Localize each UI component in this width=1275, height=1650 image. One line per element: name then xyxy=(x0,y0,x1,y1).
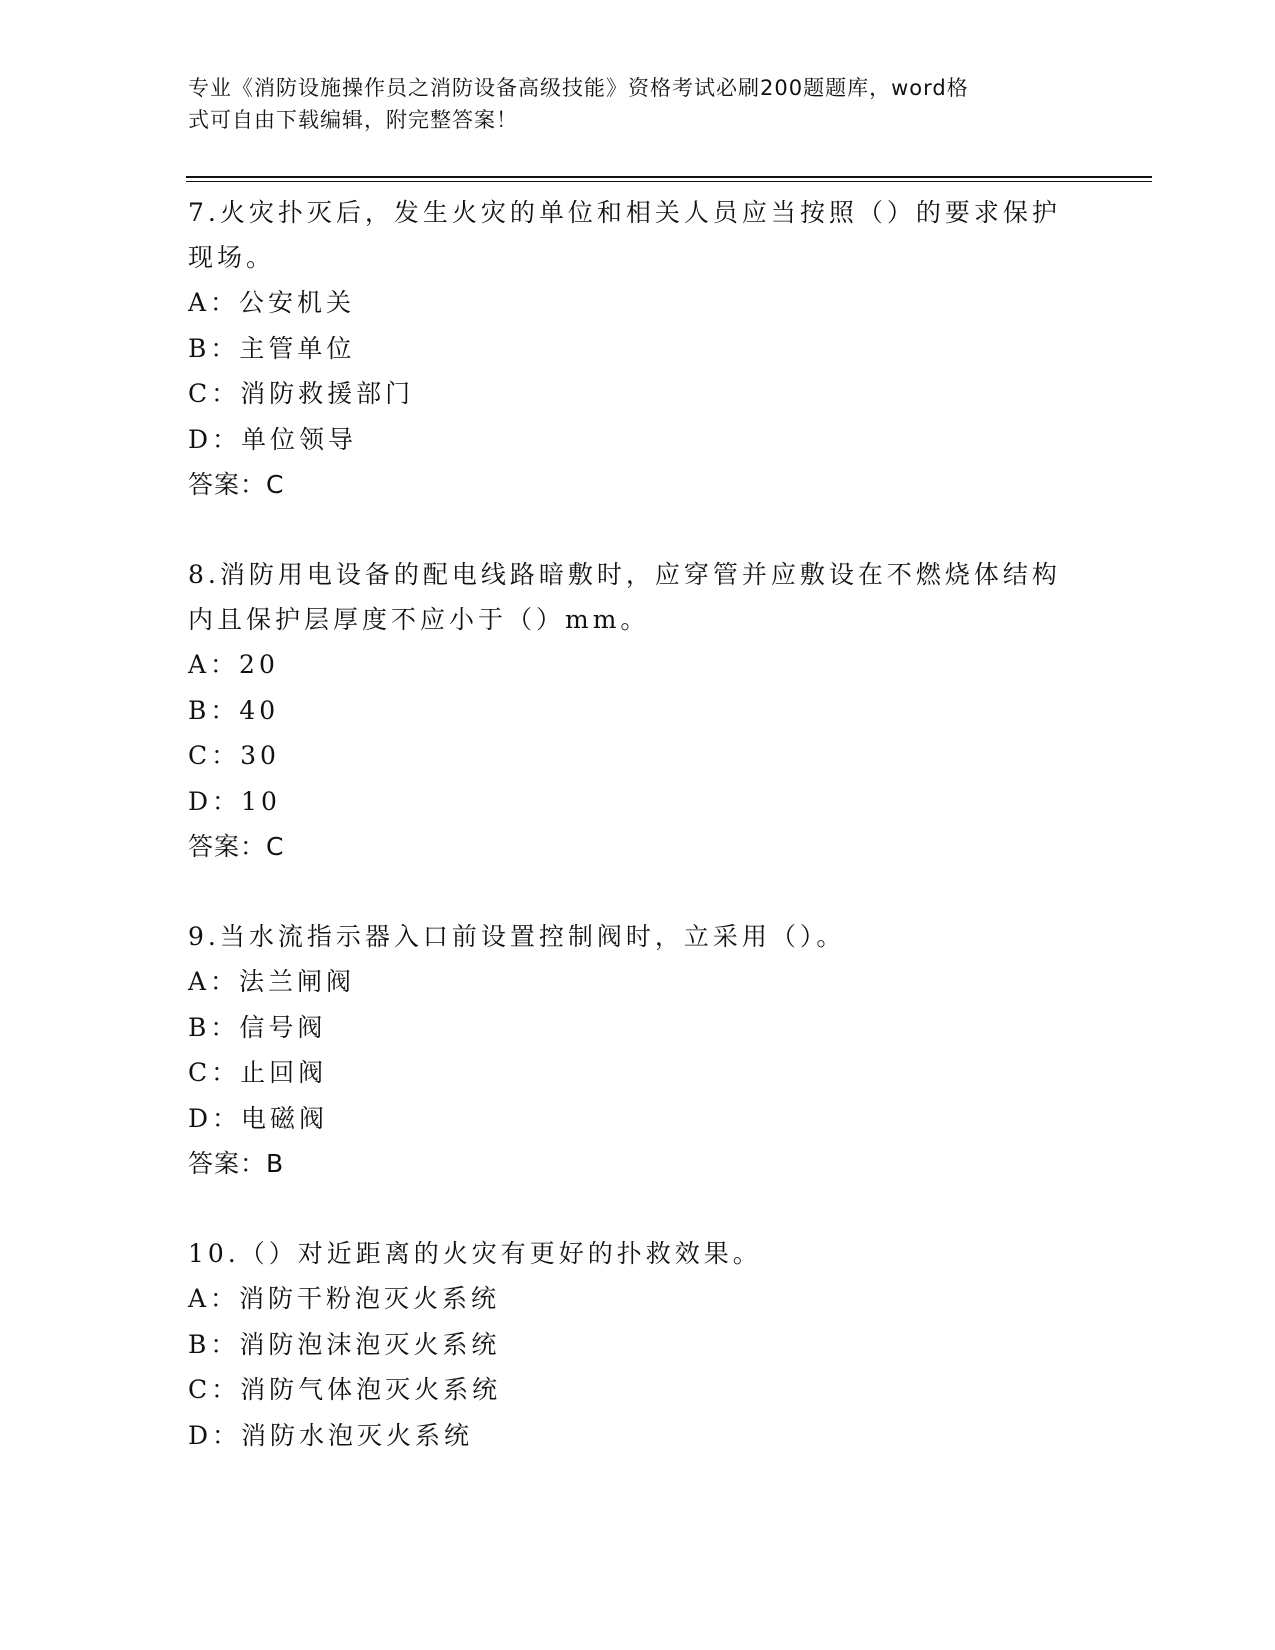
question-stem-continued: 内且保护层厚度不应小于（）mm。 xyxy=(188,605,650,634)
option-a: A：消防干粉泡灭火系统 xyxy=(188,1284,501,1313)
option-a: A：法兰闸阀 xyxy=(188,967,356,996)
question-stem: 10.（）对近距离的火灾有更好的扑救效果。 xyxy=(188,1239,762,1268)
answer: 答案：C xyxy=(188,832,285,861)
question-9 xyxy=(188,914,1088,1186)
option-d: D：10 xyxy=(188,786,281,816)
option-b: B：消防泡沫泡灭火系统 xyxy=(188,1329,501,1359)
header-line-1: 专业《消防设施操作员之消防设备高级技能》资格考试必刷200题题库，word格 xyxy=(188,76,969,100)
question-stem-continued: 现场。 xyxy=(188,243,276,272)
option-b: B：主管单位 xyxy=(188,333,356,363)
option-c: C：止回阀 xyxy=(188,1058,328,1087)
question-stem: 8.消防用电设备的配电线路暗敷时，应穿管并应敷设在不燃烧体结构 xyxy=(188,560,1061,589)
header-line-2: 式可自由下载编辑，附完整答案！ xyxy=(188,108,518,132)
option-d: D：消防水泡灭火系统 xyxy=(188,1420,474,1450)
option-b: B：信号阀 xyxy=(188,1012,327,1042)
document-header xyxy=(188,72,1088,136)
option-d: D：单位领导 xyxy=(188,424,358,454)
question-stem: 9.当水流指示器入口前设置控制阀时，立采用（）。 xyxy=(188,922,846,951)
header-divider-thin xyxy=(186,181,1152,182)
option-c: C：消防救援部门 xyxy=(188,379,415,408)
question-8 xyxy=(188,552,1088,869)
question-10 xyxy=(188,1231,1088,1458)
question-list xyxy=(188,190,1088,1458)
answer: 答案：C xyxy=(188,470,285,499)
question-7 xyxy=(188,190,1088,507)
option-d: D：电磁阀 xyxy=(188,1103,329,1133)
option-c: C：消防气体泡灭火系统 xyxy=(188,1375,502,1404)
answer: 答案：B xyxy=(188,1149,285,1178)
option-a: A：公安机关 xyxy=(188,288,356,317)
option-b: B：40 xyxy=(188,695,280,725)
option-a: A：20 xyxy=(188,650,279,679)
question-stem: 7.火灾扑灭后，发生火灾的单位和相关人员应当按照（）的要求保护 xyxy=(188,198,1061,227)
option-c: C：30 xyxy=(188,741,280,770)
header-divider-thick xyxy=(186,176,1152,178)
